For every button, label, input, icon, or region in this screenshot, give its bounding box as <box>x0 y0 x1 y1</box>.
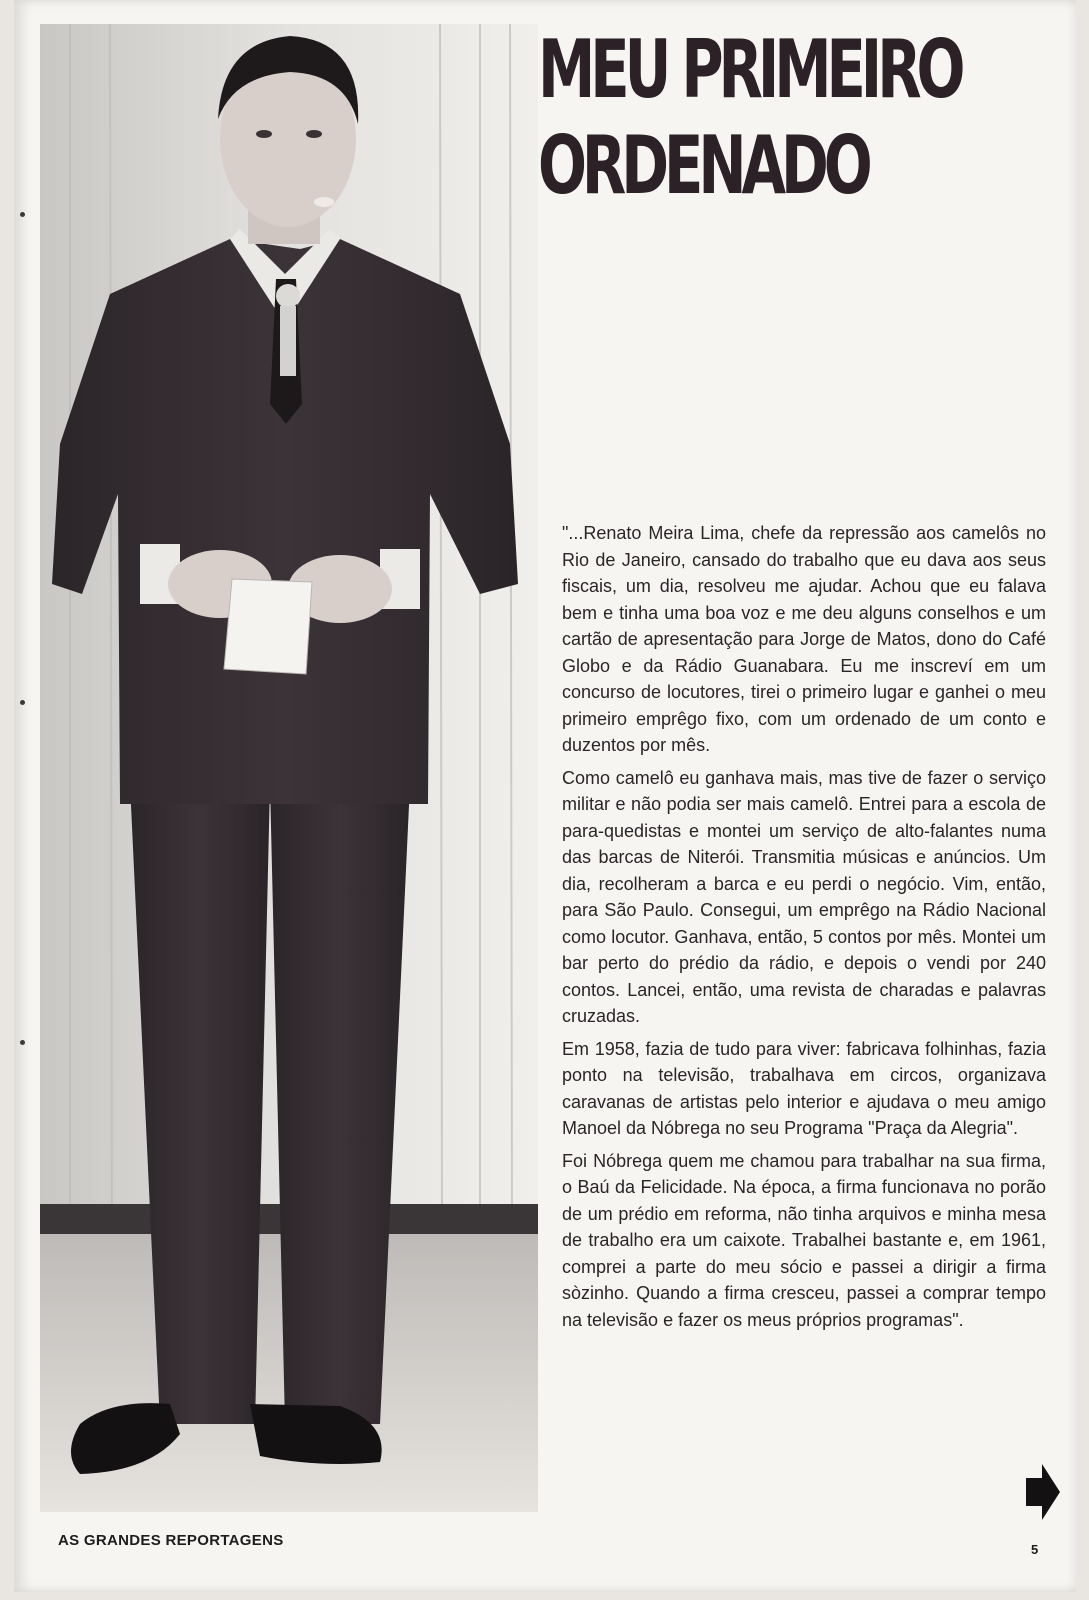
portrait-photo <box>40 24 538 1512</box>
binding-mark <box>20 212 25 217</box>
magazine-name: AS GRANDES REPORTAGENS <box>58 1532 284 1549</box>
article-paragraph: Como camelô eu ganhava mais, mas tive de fazer o serviço militar e não podia ser mais camelô. Entrei para a escola de para-quedistas e montei um serviço de alto-falantes numa das barcas de Niterói. Transmitia músicas e anúncios. Um dia, recolheram a barca e eu perdi o negócio. Vim, então, para São Paulo. Consegui, um emprêgo na Rádio Nacional como locutor. Ganhava, então, 5 contos por mês. Montei um bar perto do prédio da rádio, e depois o vendi por 240 contos. Lancei, então, uma revista de charadas e palavras cruzadas. <box>562 767 1046 1026</box>
title-line: MEU PRIMEIRO <box>538 23 961 116</box>
article-body <box>562 520 1046 1339</box>
article-paragraph: Foi Nóbrega quem me chamou para trabalhar na sua firma, o Baú da Felicidade. Na época, a firma funcionava no porão de um prédio em reforma, não tinha arquivos e minha mesa de trabalho era um caixote. Trabalhei bastante e, em 1961, comprei a parte do meu sócio e passei a dirigir a firma sòzinho. Quando a firma cresceu, passei a comprar tempo na televisão e fazer os meus próprios programas". <box>562 1150 1046 1330</box>
magazine-page <box>14 0 1076 1592</box>
article-paragraph: Em 1958, fazia de tudo para viver: fabricava folhinhas, fazia ponto na televisão, trabalhava em circos, organizava caravanas de artistas pelo interior e ajudava o meu amigo Manoel da Nóbrega no seu Programa "Praça da Alegria". <box>562 1038 1046 1138</box>
title-line: ORDENADO <box>538 119 868 212</box>
binding-mark <box>20 700 25 705</box>
article-title <box>538 22 960 214</box>
page-number: 5 <box>1031 1542 1039 1557</box>
binding-mark <box>20 1040 25 1045</box>
arrow-right-icon <box>1024 1462 1062 1522</box>
man-in-suit-illustration <box>40 24 538 1512</box>
article-paragraph: "...Renato Meira Lima, chefe da repressão aos camelôs no Rio de Janeiro, cansado do trabalho que eu dava aos seus fiscais, um dia, resolveu me ajudar. Achou que eu falava bem e tinha uma boa voz e me deu alguns conselhos e um cartão de apresentação para Jorge de Matos, dono do Café Globo e da Rádio Guanabara. Eu me inscreví em um concurso de locutores, tirei o primeiro lugar e ganhei o meu primeiro emprêgo fixo, com um ordenado de um conto e duzentos por mês. <box>562 523 1046 755</box>
